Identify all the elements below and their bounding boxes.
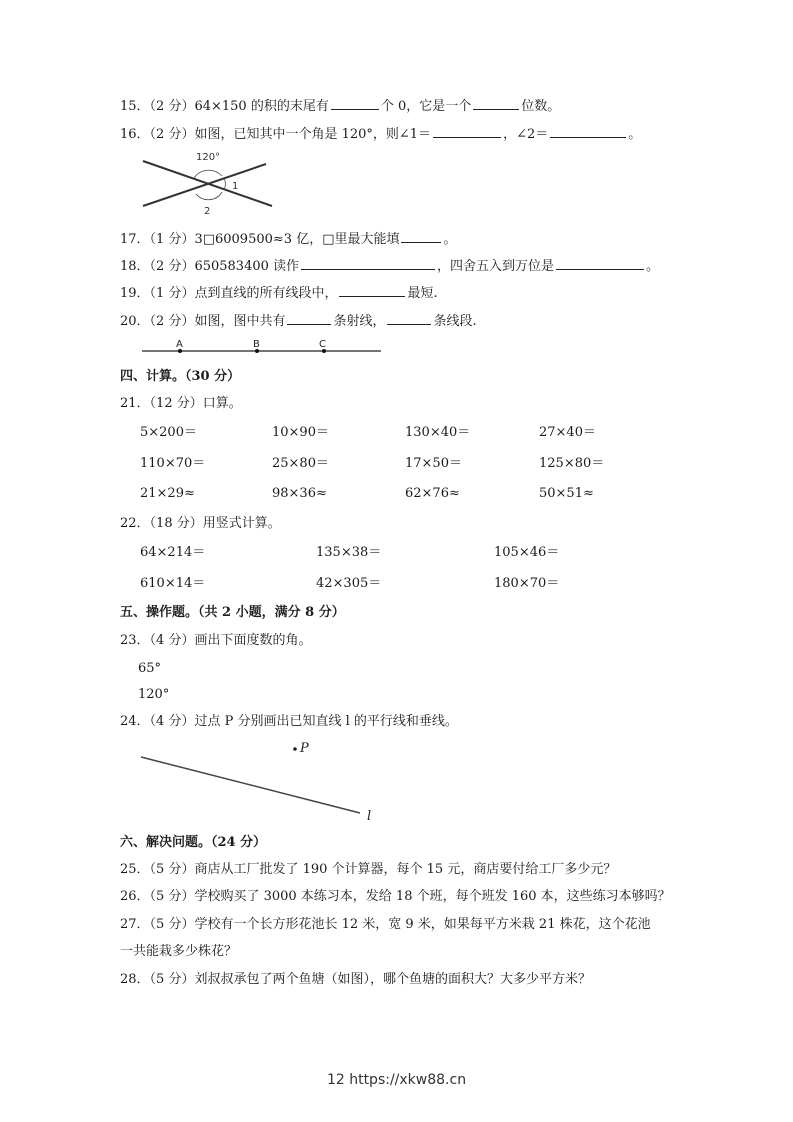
q15-blank-1[interactable] (331, 96, 379, 110)
label-c: C (319, 339, 326, 350)
angle-arc-120 (194, 170, 222, 178)
question-27: 27．（5 分）学校有一个长方形花池长 12 米，宽 9 米，如果每平方米栽 21 株花，这个花池 (120, 917, 651, 932)
label-a: A (176, 339, 183, 350)
figure-16-intersecting-lines (140, 148, 280, 218)
question-23-title: 23．（4 分）画出下面度数的角。 (120, 633, 312, 648)
figure-24-line-and-point (138, 740, 398, 824)
q17-blank-1[interactable] (401, 229, 441, 243)
question-17 (120, 229, 457, 249)
question-26: 26．（5 分）学校购买了 3000 本练习本，发给 18 个班，每个班发 160 本，这些练习本够吗？ (120, 889, 671, 904)
angle-arc-2 (196, 192, 222, 200)
point-p (293, 747, 297, 751)
q21-cell: 5×200＝ (140, 425, 197, 440)
q18-text-c: 。 (646, 259, 660, 274)
q22-cell: 180×70＝ (494, 576, 560, 591)
q21-cell: 110×70＝ (140, 456, 206, 471)
q16-text-b: ，∠2＝ (503, 127, 549, 142)
question-24-text: 24．（4 分）过点 P 分别画出已知直线 l 的平行线和垂线。 (120, 714, 458, 729)
q22-cell: 610×14＝ (140, 576, 206, 591)
q20-text-b: 条射线， (333, 314, 386, 329)
question-28: 28．（5 分）刘叔叔承包了两个鱼塘（如图），哪个鱼塘的面积大？大多少平方米？ (120, 972, 591, 987)
question-18 (120, 256, 659, 276)
q21-cell: 10×90＝ (272, 425, 329, 440)
q20-text-a: 20．（2 分）如图，图中共有 (120, 314, 286, 329)
question-19 (120, 283, 438, 303)
q15-blank-2[interactable] (473, 96, 519, 110)
question-16 (120, 124, 641, 144)
q21-cell: 25×80＝ (272, 456, 329, 471)
figure-20-line-abc (140, 336, 390, 358)
q21-cell: 17×50＝ (405, 456, 462, 471)
q21-cell: 50×51≈ (539, 486, 594, 501)
q21-cell: 98×36≈ (272, 486, 327, 501)
question-25: 25．（5 分）商店从工厂批发了 190 个计算器，每个 15 元，商店要付给工厂多少元？ (120, 862, 617, 877)
q22-cell: 135×38＝ (316, 545, 382, 560)
question-24-title (120, 713, 458, 731)
q16-blank-1[interactable] (433, 124, 501, 138)
q16-blank-2[interactable] (550, 124, 626, 138)
q17-text-b: 。 (443, 232, 457, 247)
label-b: B (253, 339, 260, 350)
q23-angle-65: 65° (138, 661, 162, 676)
q19-blank-1[interactable] (339, 283, 405, 297)
angle-arc-1 (224, 178, 225, 190)
q18-blank-1[interactable] (301, 256, 435, 270)
label-p: P (300, 741, 309, 756)
question-22-title: 22．（18 分）用竖式计算。 (120, 516, 281, 531)
q21-cell: 27×40＝ (539, 425, 596, 440)
angle-label-120: 120° (196, 152, 221, 163)
angle-label-1: 1 (232, 181, 239, 192)
q20-blank-2[interactable] (387, 311, 431, 325)
q23-angle-120: 120° (138, 687, 170, 702)
line-l (141, 757, 360, 813)
q21-cell: 21×29≈ (140, 486, 195, 501)
q18-text-a: 18．（2 分）650583400 读作 (120, 259, 300, 274)
section-6-heading: 六、解决问题。（24 分） (120, 835, 267, 850)
question-20 (120, 311, 477, 331)
q20-text-c: 条线段. (433, 314, 477, 329)
question-15 (120, 96, 560, 116)
page-footer: 12 https://xkw88.cn (326, 1072, 467, 1088)
question-21-title: 21．（12 分）口算。 (120, 396, 242, 411)
q22-cell: 42×305＝ (316, 576, 382, 591)
q21-cell: 125×80＝ (539, 456, 605, 471)
section-5-heading: 五、操作题。（共 2 小题，满分 8 分） (120, 605, 345, 620)
section-4-heading: 四、计算。（30 分） (120, 369, 241, 384)
q17-text-a: 17．（1 分）3□6009500≈3 亿，□里最大能填 (120, 232, 400, 247)
q15-text-b: 个 0，它是一个 (380, 99, 472, 114)
question-27-cont: 一共能栽多少株花？ (120, 944, 238, 959)
q15-text-a: 15．（2 分）64×150 的积的末尾有 (120, 99, 329, 114)
q16-text-a: 16．（2 分）如图，已知其中一个角是 120°，则∠1＝ (120, 127, 432, 142)
q21-cell: 130×40＝ (405, 425, 471, 440)
q21-cell: 62×76≈ (405, 486, 460, 501)
q22-cell: 64×214＝ (140, 545, 206, 560)
q22-cell: 105×46＝ (494, 545, 560, 560)
q19-text-b: 最短. (407, 286, 438, 301)
q15-text-c: 位数。 (521, 99, 561, 114)
angle-label-2: 2 (204, 206, 211, 217)
q16-text-c: 。 (628, 127, 642, 142)
q18-blank-2[interactable] (556, 256, 644, 270)
q18-text-b: ，四舍五入到万位是 (437, 259, 555, 274)
q20-blank-1[interactable] (287, 311, 331, 325)
q19-text-a: 19．（1 分）点到直线的所有线段中， (120, 286, 338, 301)
label-l: l (367, 809, 372, 824)
